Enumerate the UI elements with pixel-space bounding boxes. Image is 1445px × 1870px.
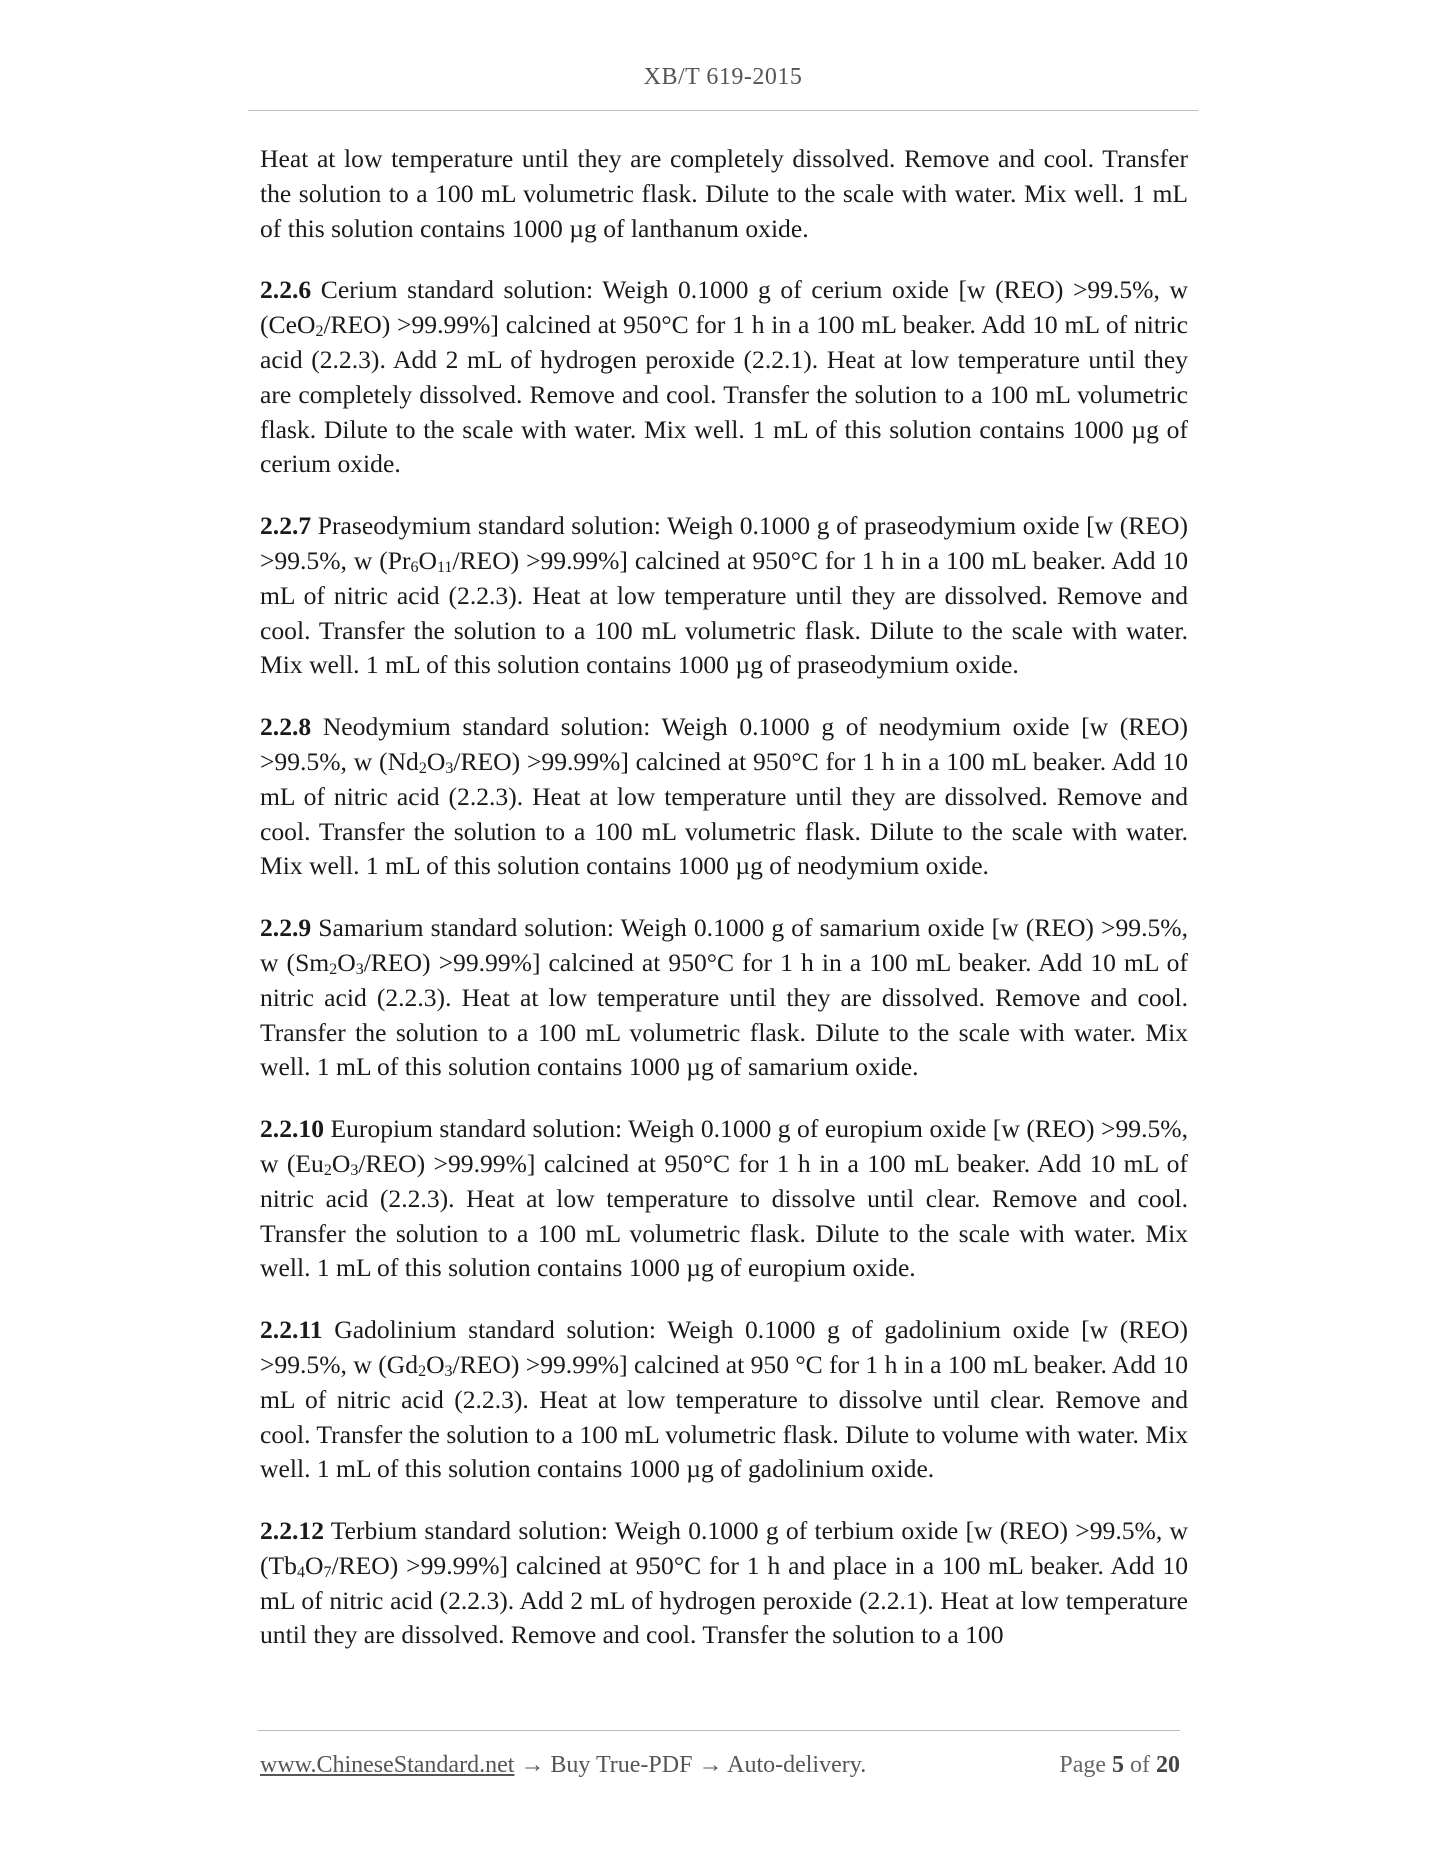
paragraph-text: Cerium standard solution: Weigh 0.1000 g of cerium oxide [w (REO) >99.5%, w (CeO [260, 275, 1188, 340]
clause-number: 2.2.8 [260, 712, 312, 742]
document-body [260, 142, 1188, 1680]
clause-number: 2.2.12 [260, 1516, 324, 1546]
paragraph-text: Neodymium standard solution: Weigh 0.1000 g of neodymium oxide [w (REO) >99.5%, w (Nd [260, 712, 1188, 776]
subscript: 2 [418, 759, 427, 777]
paragraph [260, 1313, 1188, 1487]
website-link[interactable]: www.ChineseStandard.net [260, 1752, 515, 1778]
clause-number: 2.2.7 [260, 511, 312, 541]
footer-tagline: → Buy True-PDF → Auto-delivery. [514, 1752, 867, 1778]
paragraph-text: /REO) >99.99%] calcined at 950°C for 1 h and place in a 100 mL beaker. Add 10 mL of nitric acid (2.2.3). Add 2 mL of hydrogen peroxide (2.2.1). Heat at low temperature until they are dissolved. Remove and cool. Transfer the solution to a 100 [260, 1550, 1188, 1650]
paragraph-text: Terbium standard solution: Weigh 0.1000 g of terbium oxide [w (REO) >99.5%, w (Tb [260, 1516, 1188, 1580]
subscript: 3 [350, 1161, 359, 1179]
of-label: of [1130, 1752, 1150, 1778]
paragraph [260, 142, 1188, 246]
subscript: 11 [436, 558, 453, 576]
subscript: 6 [410, 558, 419, 576]
subscript: 3 [445, 759, 454, 777]
paragraph-text: /REO) >99.99%] calcined at 950°C for 1 h in a 100 mL beaker. Add 10 mL of nitric acid (2.2.3). Add 2 mL of hydrogen peroxide (2.2.1). Heat at low temperature until they are completely dissolved. Remove and cool. Transfer the solution to a 100 mL volumetric flask. Dilute to the scale with water. Mix well. 1 mL of this solution contains 1000 µg of cerium oxide. [260, 310, 1188, 479]
footer-divider [258, 1730, 1180, 1731]
subscript: 3 [355, 960, 364, 978]
paragraph-text: O [418, 545, 437, 575]
paragraph-text: Praseodymium standard solution: Weigh 0.1000 g of praseodymium oxide [w (REO) >99.5%, w (Pr [260, 511, 1188, 575]
paragraph-text: O [331, 1148, 351, 1178]
footer-promo [260, 1752, 866, 1779]
paragraph [260, 509, 1188, 683]
paragraph [260, 273, 1188, 482]
subscript: 2 [315, 323, 324, 341]
subscript: 2 [418, 1362, 427, 1380]
paragraph-text: /REO) >99.99%] calcined at 950 °C for 1 h in a 100 mL beaker. Add 10 mL of nitric acid (2.2.3). Heat at low temperature to dissolve until clear. Remove and cool. Transfer the solution to a 100 mL volumetric flask. Dilute to volume with water. Mix well. 1 mL of this solution contains 1000 µg of gadolinium oxide. [260, 1349, 1188, 1484]
subscript: 3 [444, 1362, 453, 1380]
paragraph [260, 710, 1188, 884]
paragraph-text: /REO) >99.99%] calcined at 950°C for 1 h in a 100 mL beaker. Add 10 mL of nitric acid (2.2.3). Heat at low temperature until they are dissolved. Remove and cool. Transfer the solution to a 100 mL volumetric flask. Dilute to the scale with water. Mix well. 1 mL of this solution contains 1000 µg of neodymium oxide. [260, 746, 1188, 881]
clause-number: 2.2.11 [260, 1315, 323, 1345]
clause-number: 2.2.9 [260, 913, 312, 943]
clause-number: 2.2.6 [260, 275, 312, 305]
paragraph-text: O [337, 947, 356, 977]
paragraph-text: O [304, 1550, 324, 1580]
subscript: 4 [296, 1563, 305, 1581]
header-divider [248, 110, 1198, 111]
page-number: 5 [1112, 1752, 1124, 1778]
page-header: XB/T 619-2015 [643, 64, 803, 90]
page-total: 20 [1156, 1752, 1180, 1778]
subscript: 7 [323, 1563, 332, 1581]
paragraph-text: O [426, 746, 446, 776]
paragraph-text: Europium standard solution: Weigh 0.1000 g of europium oxide [w (REO) >99.5%, w (Eu [260, 1114, 1188, 1178]
paragraph-text: /REO) >99.99%] calcined at 950°C for 1 h in a 100 mL beaker. Add 10 mL of nitric acid (2.2.3). Heat at low temperature until they are dissolved. Remove and cool. Transfer the solution to a 100 mL volumetric flask. Dilute to the scale with water. Mix well. 1 mL of this solution contains 1000 µg of samarium oxide. [260, 947, 1189, 1082]
paragraph [260, 1514, 1188, 1653]
paragraph-text: Samarium standard solution: Weigh 0.1000 g of samarium oxide [w (REO) >99.5%, w (Sm [260, 913, 1188, 977]
subscript: 2 [323, 1161, 332, 1179]
paragraph-text: /REO) >99.99%] calcined at 950°C for 1 h in a 100 mL beaker. Add 10 mL of nitric acid (2.2.3). Heat at low temperature until they are dissolved. Remove and cool. Transfer the solution to a 100 mL volumetric flask. Dilute to the scale with water. Mix well. 1 mL of this solution contains 1000 µg of praseodymium oxide. [260, 545, 1188, 680]
page-label: Page [1059, 1752, 1106, 1778]
paragraph [260, 911, 1188, 1085]
paragraph [260, 1112, 1188, 1286]
clause-number: 2.2.10 [260, 1114, 324, 1144]
page-indicator [1030, 1752, 1180, 1779]
paragraph-text: /REO) >99.99%] calcined at 950°C for 1 h in a 100 mL beaker. Add 10 mL of nitric acid (2.2.3). Heat at low temperature to dissolve until clear. Remove and cool. Transfer the solution to a 100 mL volumetric flask. Dilute to the scale with water. Mix well. 1 mL of this solution contains 1000 µg of europium oxide. [260, 1148, 1188, 1283]
paragraph-text: Heat at low temperature until they are completely dissolved. Remove and cool. Transfer the solution to a 100 mL volumetric flask. Dilute to the scale with water. Mix well. 1 mL of this solution contains 1000 µg of lanthanum oxide. [260, 144, 1188, 243]
paragraph-text: O [426, 1349, 445, 1379]
paragraph-text: Gadolinium standard solution: Weigh 0.1000 g of gadolinium oxide [w (REO) >99.5%, w (Gd [260, 1315, 1188, 1379]
subscript: 2 [329, 960, 338, 978]
